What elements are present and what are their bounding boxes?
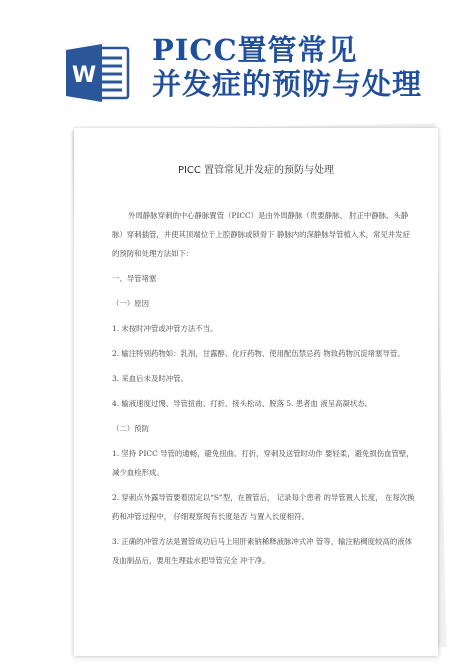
prevention-item-1: 1. 坚持 PICC 导管的通畅，避免扭曲、打折，穿刺及送管时动作 要轻柔，避免损伤血管壁， 减少血栓形成。 (112, 449, 414, 477)
paragraph-intro: 外周静脉穿刺的中心静脉置管（PICC）是由外周静脉（贵要静脉、 肘正中静脉、头静脉）穿刺插管，并使其顶端位于上腔静脉或锁骨下 静脉内的深静脉导管植入术，常见并发症的预防和处理方法如下： (112, 211, 410, 258)
banner-title (152, 33, 462, 101)
cause-item-3: 3. 采血后未及时冲管。 (112, 374, 188, 383)
cause-item-2: 2. 输注特别药物如：乳剂，甘露醇、化疗药物、使用配伍禁忌药 物致药物沉淀堵塞导管。 (112, 349, 405, 358)
header-banner (0, 0, 474, 120)
heading-causes: （一）原因 (112, 299, 149, 308)
banner-title-line-1: PICC置管常见 (152, 33, 358, 67)
prevention-item-3: 3. 正确的冲管方法是置管成功后马上用肝素钠稀释液脉冲式冲 管等，输注粘稠度较高的液体及血制品后，要用生理盐水把导管完全 冲干净。 (112, 537, 412, 565)
word-document-icon (64, 42, 132, 104)
document-page (74, 128, 438, 656)
word-logo-letter: W (71, 63, 97, 88)
prevention-item-2: 2. 穿刺点外露导管要着固定以“S”型，在置管后， 记录每个患者 的导管置入长度， 在每次换药和冲管过程中， 仔细观察现有长度是否 与置入长度相符。 (112, 493, 415, 521)
document-body (112, 206, 416, 576)
cause-item-4: 4. 输液速度过慢、导管扭曲、打折、接头松动、脱落 5. 患者血 液呈高凝状态。 (112, 399, 373, 408)
heading-prevention: （二）预防 (112, 424, 149, 433)
cause-item-1: 1. 未按时冲管或冲管方法不当。 (112, 324, 218, 333)
banner-title-line-2: 并发症的预防与处理 (152, 67, 423, 101)
heading-catheter-blockage: 一、导管堵塞 (112, 274, 157, 283)
document-title: PICC 置管常见并发症的预防与处理 (177, 165, 335, 176)
